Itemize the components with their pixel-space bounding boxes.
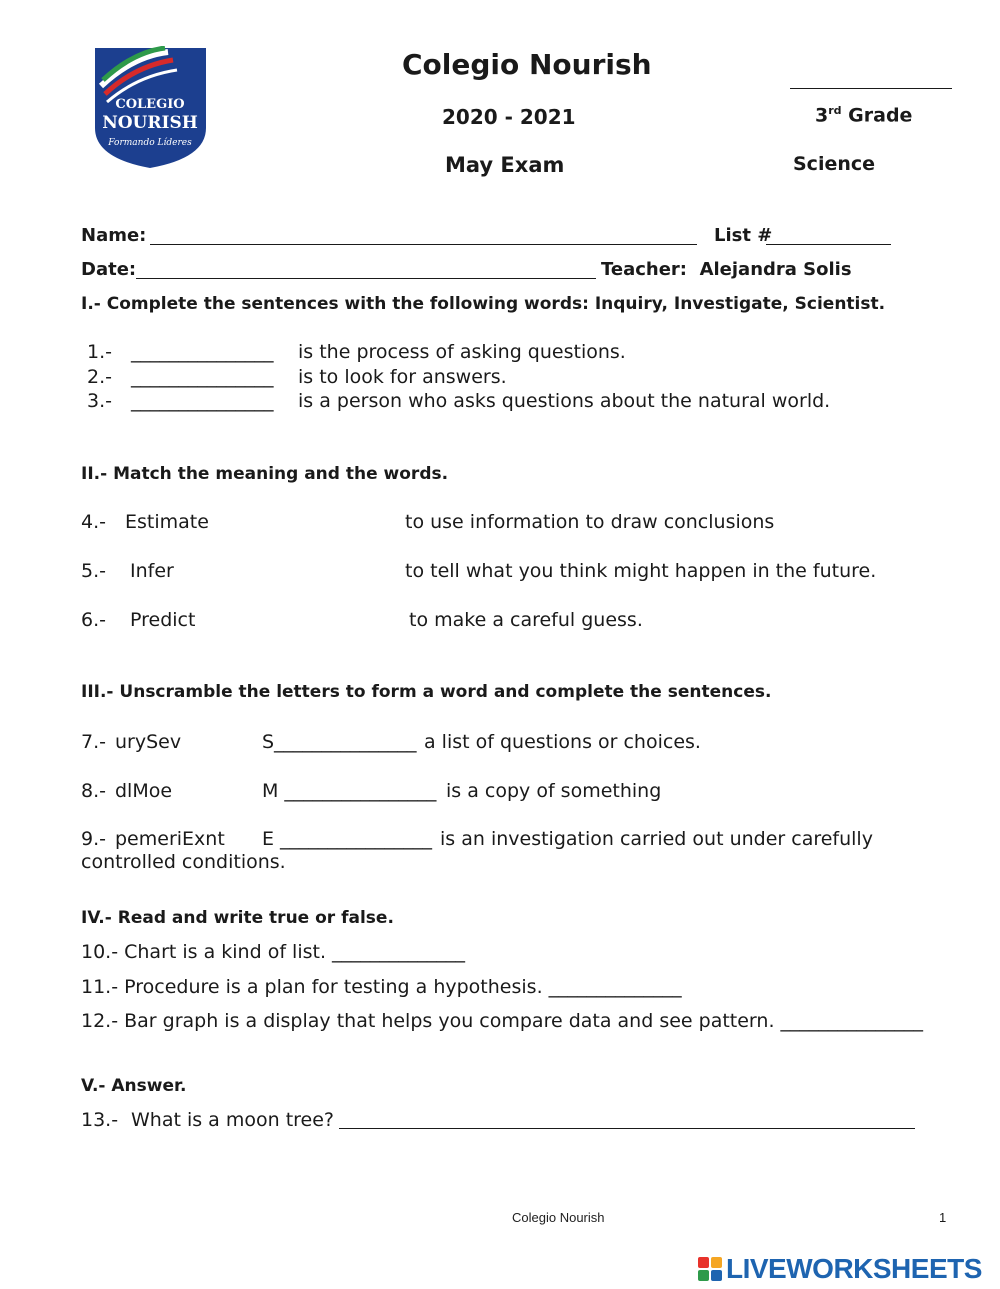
item3-number: 3.- bbox=[87, 390, 112, 412]
list-number-field[interactable] bbox=[766, 244, 891, 245]
grade-label bbox=[815, 104, 912, 126]
item3-text: is a person who asks questions about the natural world. bbox=[298, 390, 831, 412]
footer-text: Colegio Nourish bbox=[512, 1210, 605, 1225]
teacher-label-text: Teacher: bbox=[601, 259, 688, 280]
item13-number: 13.- bbox=[81, 1109, 119, 1131]
item2-text: is to look for answers. bbox=[298, 366, 507, 388]
name-label: Name: bbox=[81, 225, 147, 246]
logo-motto: Formando Líderes bbox=[108, 138, 192, 148]
section5-title: V.- Answer. bbox=[81, 1076, 187, 1096]
name-field[interactable] bbox=[150, 244, 697, 245]
liveworksheets-logo bbox=[698, 1254, 982, 1284]
item8-number: 8.- bbox=[81, 780, 106, 802]
school-name: Colegio Nourish bbox=[402, 48, 652, 81]
item5-word[interactable]: Infer bbox=[130, 560, 174, 582]
item11[interactable]: 11.- Procedure is a plan for testing a hypothesis. ______________ bbox=[81, 976, 682, 998]
date-label: Date: bbox=[81, 259, 137, 280]
item9-text: is an investigation carried out under carefully bbox=[440, 828, 873, 850]
school-logo bbox=[93, 46, 208, 170]
grade-suffix: rd bbox=[828, 104, 842, 117]
block-e bbox=[711, 1270, 722, 1281]
item12[interactable]: 12.- Bar graph is a display that helps you compare data and see pattern. _______________ bbox=[81, 1010, 924, 1032]
list-label: List # bbox=[714, 225, 773, 246]
item9-answer-blank[interactable]: E ________________ bbox=[262, 828, 433, 850]
section3-title: III.- Unscramble the letters to form a word and complete the sentences. bbox=[81, 682, 772, 702]
item9-scrambled: pemeriExnt bbox=[115, 828, 225, 850]
item10[interactable]: 10.- Chart is a kind of list. ______________ bbox=[81, 941, 466, 963]
block-v bbox=[698, 1270, 709, 1281]
subject: Science bbox=[793, 153, 876, 175]
teacher-name: Alejandra Solis bbox=[699, 259, 852, 280]
section1-title: I.- Complete the sentences with the following words: Inquiry, Investigate, Scientist. bbox=[81, 294, 886, 314]
item6-word[interactable]: Predict bbox=[130, 609, 196, 631]
item7-scrambled: urySev bbox=[115, 731, 182, 753]
liveworksheets-wordmark: LIVEWORKSHEETS bbox=[726, 1253, 982, 1284]
liveworksheets-blocks-icon bbox=[698, 1257, 722, 1281]
header-blank-line bbox=[790, 88, 952, 89]
logo-line1: COLEGIO bbox=[115, 97, 185, 112]
item13-question: What is a moon tree? bbox=[131, 1109, 335, 1131]
item2-number: 2.- bbox=[87, 366, 112, 388]
page-number: 1 bbox=[939, 1210, 947, 1225]
date-field[interactable] bbox=[136, 278, 596, 279]
item6-number: 6.- bbox=[81, 609, 106, 631]
item8-text: is a copy of something bbox=[446, 780, 662, 802]
item5-number: 5.- bbox=[81, 560, 106, 582]
section4-title: IV.- Read and write true or false. bbox=[81, 908, 394, 928]
section2-title: II.- Match the meaning and the words. bbox=[81, 464, 449, 484]
item9-number: 9.- bbox=[81, 828, 106, 850]
item6-meaning[interactable]: to make a careful guess. bbox=[409, 609, 643, 631]
item2-blank[interactable]: _______________ bbox=[131, 366, 274, 388]
item7-number: 7.- bbox=[81, 731, 106, 753]
school-year: 2020 - 2021 bbox=[442, 105, 576, 129]
item7-answer-blank[interactable]: S_______________ bbox=[262, 731, 417, 753]
item3-blank[interactable]: _______________ bbox=[131, 390, 274, 412]
block-l bbox=[698, 1257, 709, 1268]
logo-line2: NOURISH bbox=[102, 113, 198, 133]
item4-number: 4.- bbox=[81, 511, 106, 533]
grade-number: 3 bbox=[815, 104, 829, 127]
item5-meaning[interactable]: to tell what you think might happen in the future. bbox=[405, 560, 877, 582]
item8-scrambled: dlMoe bbox=[115, 780, 173, 802]
teacher-label bbox=[601, 259, 852, 280]
item4-meaning[interactable]: to use information to draw conclusions bbox=[405, 511, 775, 533]
item8-answer-blank[interactable]: M ________________ bbox=[262, 780, 437, 802]
block-i bbox=[711, 1257, 722, 1268]
item7-text: a list of questions or choices. bbox=[424, 731, 701, 753]
item1-number: 1.- bbox=[87, 341, 112, 363]
exam-name: May Exam bbox=[445, 153, 565, 177]
item1-blank[interactable]: _______________ bbox=[131, 341, 274, 363]
item13-answer-line[interactable] bbox=[339, 1128, 915, 1129]
item9-text-continued: controlled conditions. bbox=[81, 851, 286, 873]
item1-text: is the process of asking questions. bbox=[298, 341, 626, 363]
grade-word: Grade bbox=[848, 104, 913, 127]
item4-word[interactable]: Estimate bbox=[125, 511, 209, 533]
